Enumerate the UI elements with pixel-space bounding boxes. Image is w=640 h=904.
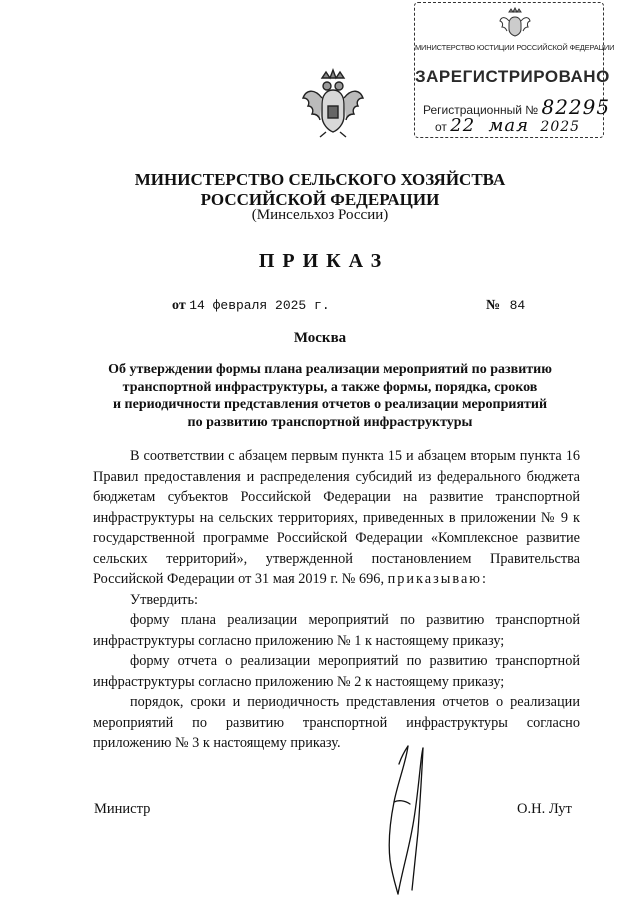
ministry-title-line1: МИНИСТЕРСТВО СЕЛЬСКОГО ХОЗЯЙСТВА bbox=[134, 170, 506, 189]
preamble-paragraph bbox=[93, 446, 580, 590]
document-type: ПРИКАЗ bbox=[258, 250, 390, 272]
order-number-label: № bbox=[486, 298, 501, 313]
coat-of-arms-icon bbox=[300, 68, 366, 138]
order-number-value: 84 bbox=[509, 298, 526, 313]
stamp-reg-label: Регистрационный № bbox=[423, 103, 539, 117]
stamp-reg-number: 82295 bbox=[541, 95, 611, 119]
title-line4: по развитию транспортной инфраструктуры bbox=[187, 414, 473, 430]
stamp-date-month: мая bbox=[488, 115, 530, 136]
approve-paragraph: Утвердить: bbox=[130, 591, 199, 608]
stamp-ministry-name: МИНИСТЕРСТВО ЮСТИЦИИ РОССИЙСКОЙ ФЕДЕРАЦИИ bbox=[415, 43, 615, 52]
order-word: приказываю: bbox=[387, 571, 488, 587]
title-line2: транспортной инфраструктуры, а также формы, порядка, сроков bbox=[122, 379, 538, 395]
order-date-value: 14 февраля 2025 г. bbox=[189, 298, 330, 313]
ministry-title bbox=[0, 170, 640, 210]
document-title bbox=[90, 361, 570, 431]
title-line3: и периодичности представления отчетов о реализации мероприятий bbox=[112, 397, 548, 412]
stamp-date-day: 22 bbox=[450, 115, 476, 136]
item-2-paragraph: форму отчета о реализации мероприятий по развитию транспортной инфраструктуры согласно приложению № 2 к настоящему приказу; bbox=[93, 653, 580, 690]
order-number bbox=[486, 298, 525, 314]
stamp-coat-of-arms-icon bbox=[499, 7, 531, 39]
signatory-name: О.Н. Лут bbox=[517, 801, 572, 817]
ministry-title-line2: РОССИЙСКОЙ ФЕДЕРАЦИИ bbox=[200, 190, 440, 209]
handwritten-signature bbox=[368, 742, 438, 897]
order-date-label: от bbox=[172, 298, 186, 313]
preamble-text: В соответствии с абзацем первым пункта 15 и абзацем вторым пункта 16 Правил предоставления и распределения субсидий из федерального бюджета бюджетам субъектов Российской Федерации на развитие транспортной инфраструктуры на сельских территориях, приведенных в приложении № 9 к государственной программе Российской Федерации «Комплексное развитие сельских территорий», утвержденной постановлением Правительства Российской Федерации от 31 мая 2019 г. № 696, bbox=[93, 448, 580, 587]
stamp-date-prefix: от bbox=[435, 120, 447, 134]
title-line1: Об утверждении формы плана реализации мероприятий по развитию bbox=[108, 362, 552, 377]
ministry-short-name: (Минсельхоз России) bbox=[251, 207, 389, 223]
item-1-paragraph: форму плана реализации мероприятий по развитию транспортной инфраструктуры согласно приложению № 1 к настоящему приказу; bbox=[93, 612, 580, 649]
city: Москва bbox=[293, 330, 347, 346]
stamp-registered-label: ЗАРЕГИСТРИРОВАНО bbox=[415, 67, 610, 86]
registration-stamp bbox=[414, 2, 615, 138]
signatory-role: Министр bbox=[94, 801, 151, 817]
document-body bbox=[93, 446, 580, 754]
stamp-date-year: 2025 bbox=[540, 119, 581, 135]
item-3-paragraph: порядок, сроки и периодичность представления отчетов о реализации мероприятий по развитию транспортной инфраструктуры согласно приложению № 3 к настоящему приказу. bbox=[93, 694, 580, 751]
order-date bbox=[172, 298, 330, 314]
stamp-date-line bbox=[435, 115, 580, 136]
